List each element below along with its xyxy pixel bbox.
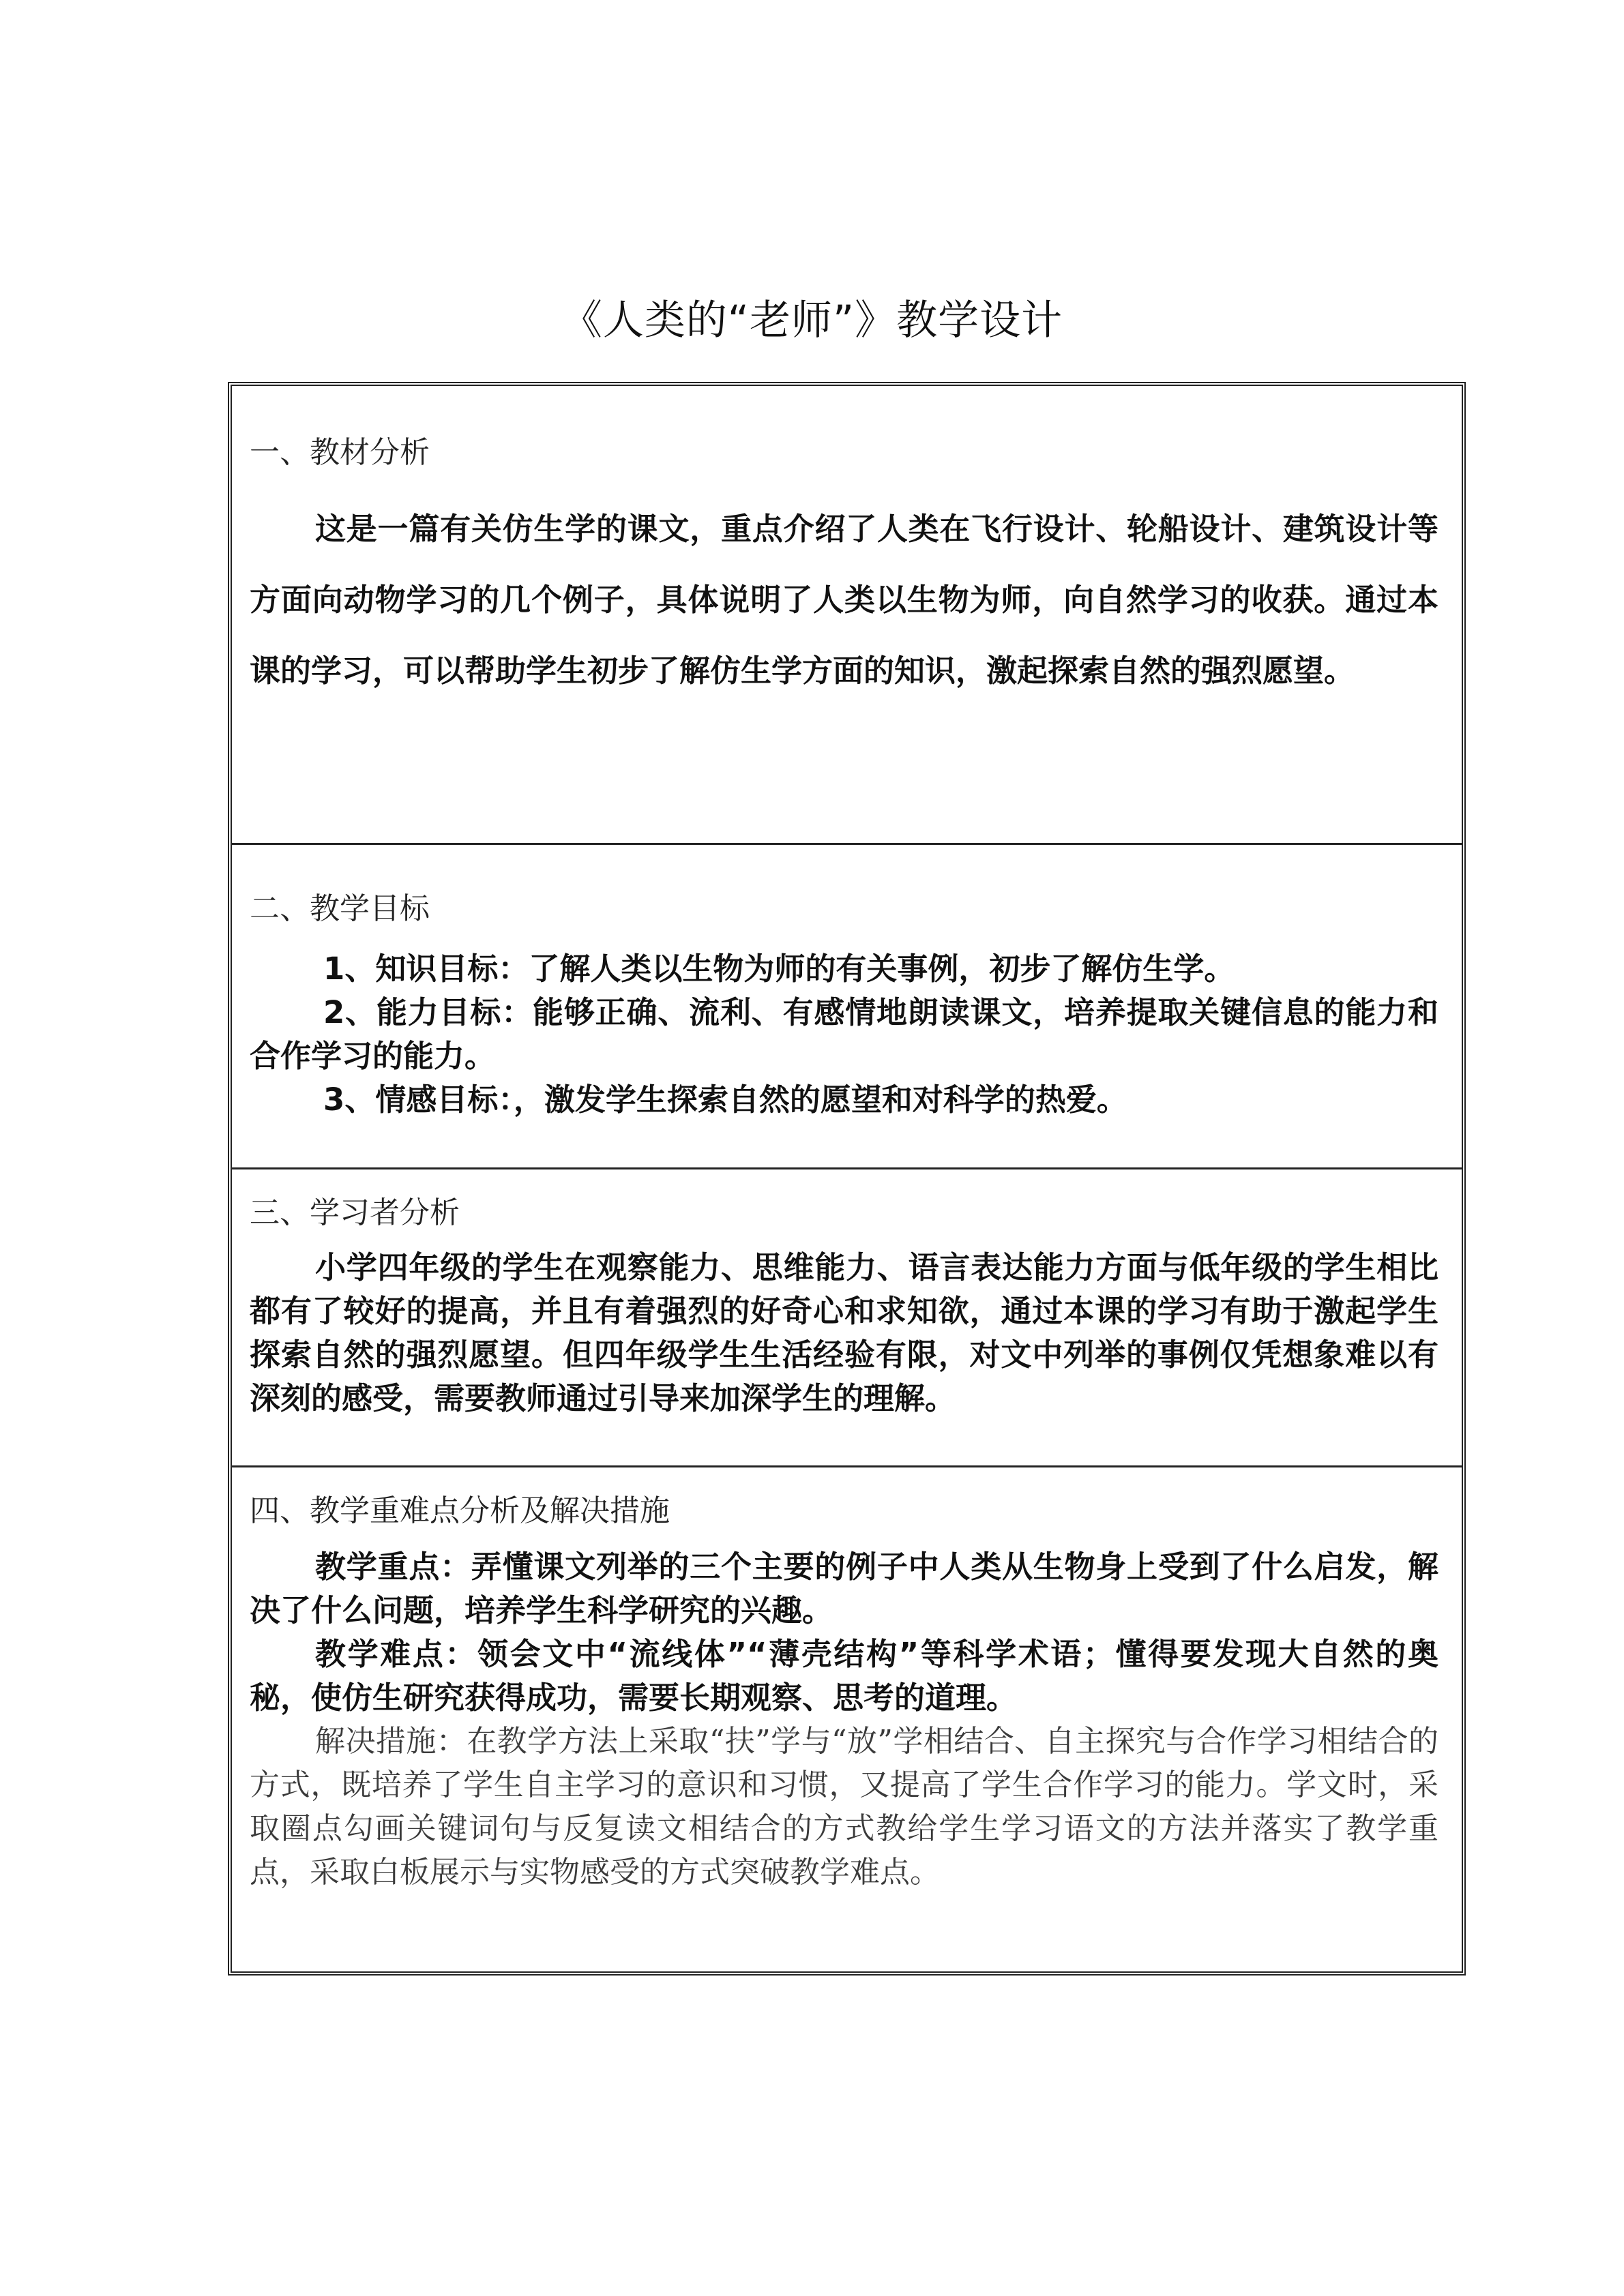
goal-ability	[250, 991, 1438, 1078]
section-paragraph: 这是一篇有关仿生学的课文，重点介绍了人类在飞行设计、轮船设计、建筑设计等方面向动物学习的几个例子，具体说明了人类以生物为师，向自然学习的收获。通过本课的学习，可以帮助学生初步了解仿生学方面的知识，激起探索自然的强烈愿望。	[250, 511, 1438, 689]
section-teaching-goals	[232, 843, 1462, 1167]
section-learner-analysis	[232, 1167, 1462, 1465]
goal-number: 3	[323, 1082, 345, 1118]
goal-text: 、能力目标：能够正确、流利、有感情地朗读课文，培养提取关键信息的能力和合作学习的能力。	[250, 994, 1438, 1074]
goal-knowledge	[250, 947, 1438, 991]
goal-text: 、知识目标：了解人类以生物为师的有关事例，初步了解仿生学。	[344, 951, 1235, 987]
difficulty-paragraph: 教学难点：领会文中“流线体”“薄壳结构”等科学术语；懂得要发现大自然的奥秘，使仿生研究获得成功，需要长期观察、思考的道理。	[250, 1636, 1438, 1716]
section-heading: 四、教学重难点分析及解决措施	[250, 1493, 670, 1528]
goal-text: 、情感目标：，激发学生探索自然的愿望和对科学的热爱。	[344, 1082, 1127, 1118]
section-textbook-analysis	[232, 386, 1462, 845]
section-heading: 二、教学目标	[250, 891, 430, 926]
goal-emotion	[250, 1078, 1438, 1122]
section-paragraph: 小学四年级的学生在观察能力、思维能力、语言表达能力方面与低年级的学生相比都有了较好的提高，并且有着强烈的好奇心和求知欲，通过本课的学习有助于激起学生探索自然的强烈愿望。但四年级学生生活经验有限，对文中列举的事例仅凭想象难以有深刻的感受，需要教师通过引导来加深学生的理解。	[250, 1249, 1438, 1416]
goal-number: 2	[323, 994, 345, 1030]
section-heading: 一、教材分析	[250, 435, 430, 470]
goal-number: 1	[323, 951, 345, 987]
key-point-paragraph: 教学重点：弄懂课文列举的三个主要的例子中人类从生物身上受到了什么启发，解决了什么问题，培养学生科学研究的兴趣。	[250, 1549, 1438, 1628]
document-title: 《人类的“老师”》教学设计	[561, 297, 1063, 344]
section-heading: 三、学习者分析	[250, 1195, 460, 1230]
lesson-plan-table	[228, 382, 1466, 1976]
section-key-difficulties	[232, 1465, 1462, 1971]
measures-paragraph: 解决措施：在教学方法上采取“扶”学与“放”学相结合、自主探究与合作学习相结合的方式，既培养了学生自主学习的意识和习惯，又提高了学生合作学习的能力。学文时，采取圈点勾画关键词句与反复读文相结合的方式教给学生学习语文的方法并落实了教学重点，采取白板展示与实物感受的方式突破教学难点。	[250, 1724, 1438, 1890]
